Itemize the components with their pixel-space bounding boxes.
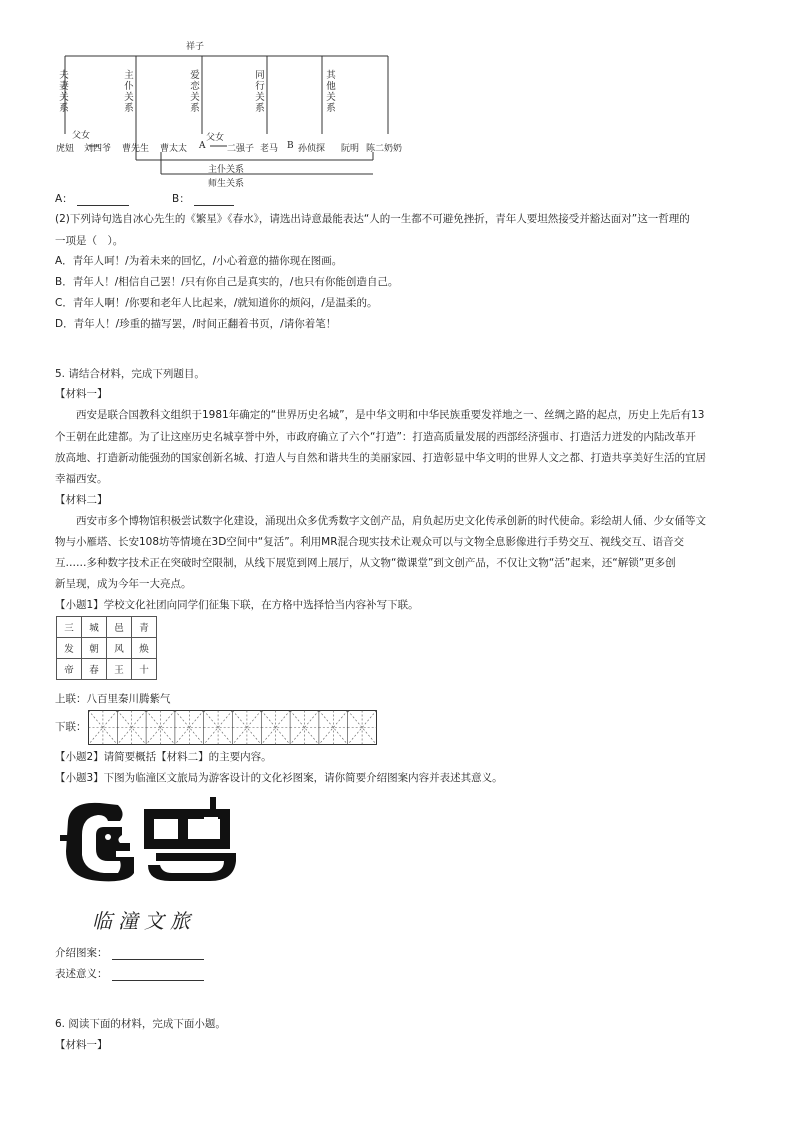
lower-couplet-label: 下联： [55,721,87,733]
grid-char[interactable]: 三 [57,617,82,638]
diagram-root: 祥子 [186,42,205,52]
grid-char[interactable]: 焕 [132,638,157,659]
q2-option-d[interactable]: D．青年人！/珍重的描写罢，/时间正翻着书页，/请你着笔！ [55,318,337,330]
q5-material1-line: 西安是联合国教科文组织于1981年确定的“世界历史名城”，是中华文明和中华民族重要发祥地之一、丝绸之路的起点，历史上先后有13 [76,409,705,421]
grid-char[interactable]: 发 [57,638,82,659]
q2-stem-cont: 一项是（ ）。 [55,235,124,247]
answer-b-label: B： [172,193,190,205]
person-name: 曹先生 [122,144,150,154]
grid-char[interactable]: 帝 [57,659,82,680]
person-name: 孙侦探 [298,144,326,154]
q2-option-b[interactable]: B．青年人！/相信自己罢！/只有你自己是真实的，/也只有你能创造自己。 [55,276,399,288]
q5-material1-line: 个王朝在此建都。为了让这座历史名城享誉中外，市政府确立了六个“打造”：打造高质量发展的西部经济强市、打造活力迸发的内陆改革开 [55,431,696,443]
grid-char[interactable]: 风 [107,638,132,659]
answer-a-blank[interactable] [77,194,129,206]
q6-title: 6. 阅读下面的材料，完成下面小题。 [55,1018,226,1030]
branch-label: 爱恋关系 [190,70,200,114]
person-name: 二强子 [227,144,255,154]
person-name: 陈二奶奶 [366,144,403,154]
q5-subquestion-3: 【小题3】下图为临潼区文旅局为游客设计的文化衫图案，请你简要介绍图案内容并表述其意义。 [55,772,503,784]
grid-char[interactable]: 青 [132,617,157,638]
q5-material2-line: 西安市多个博物馆积极尝试数字化建设，涌现出众多优秀数字文创产品，肩负起历史文化传承创新的时代使命。彩绘胡人俑、少女俑等文 [76,515,706,527]
q5-material2-line: 新呈现，成为今年一大亮点。 [55,578,192,590]
meaning-label: 表述意义： [55,968,108,980]
person-name: B [287,141,294,151]
intro-blank[interactable] [112,948,204,960]
logo-caption: 临潼文旅 [92,909,196,933]
lower-couplet-boxes[interactable] [88,710,378,746]
grid-char[interactable]: 邑 [107,617,132,638]
grid-char[interactable]: 十 [132,659,157,680]
answer-b-row [172,192,234,206]
branch-label: 主仆关系 [124,70,134,114]
q2-stem: (2)下列诗句选自冰心先生的《繁星》《春水》，请选出诗意最能表达“人的一生都不可避免挫折，青年人要坦然接受并豁达面对”这一哲理的 [55,213,690,225]
relation-teacher-student: 师生关系 [208,179,245,189]
relation-master-servant: 主仆关系 [208,165,245,175]
q5-material2-line: 物与小雁塔、长安108坊等情境在3D空间中“复活”。利用MR混合现实技术让观众可以与文物全息影像进行手势交互、视线交互、语音交 [55,536,685,548]
answer-a-label: A： [55,193,73,205]
q5-material1-label: 【材料一】 [55,388,108,400]
q5-subquestion-2: 【小题2】请简要概括【材料二】的主要内容。 [55,751,272,763]
person-name: A [199,141,206,151]
branch-label: 其他关系 [326,70,336,114]
grid-char[interactable]: 王 [107,659,132,680]
branch-label: 同行关系 [255,70,265,114]
relation-father-daughter: 父女 [206,133,225,143]
q5-material2-label: 【材料二】 [55,494,108,506]
q5-material1-line: 幸福西安。 [55,473,108,485]
q2-option-c[interactable]: C．青年人啊！/你要和老年人比起来，/就知道你的烦闷，/是温柔的。 [55,297,378,309]
meaning-blank[interactable] [112,969,204,981]
q5-material2-line: 互……多种数字技术正在突破时空限制，从线下展览到网上展厅，从文物“微课堂”到文创产品，不仅让文物“活”起来，还“解锁”更多创 [55,557,676,569]
person-name: 曹太太 [160,144,188,154]
q5-material1-line: 放高地、打造新动能强劲的国家创新名城、打造人与自然和谐共生的美丽家园、打造彰显中华文明的世界人文之都、打造共享美好生活的宜居 [55,452,706,464]
character-grid [56,616,157,680]
q2-option-a[interactable]: A．青年人呵！/为着未来的回忆，/小心着意的描你现在图画。 [55,255,343,267]
grid-char[interactable]: 城 [82,617,107,638]
person-name: 虎妞 [56,144,75,154]
person-name: 刘四爷 [84,144,112,154]
answer-a-row [55,192,129,206]
person-name: 老马 [260,144,279,154]
meaning-row [55,967,204,981]
grid-char[interactable]: 朝 [82,638,107,659]
q5-title: 5. 请结合材料，完成下列题目。 [55,368,205,380]
upper-couplet: 上联：八百里秦川腾紫气 [55,693,171,705]
lintong-culture-logo [60,795,250,885]
intro-label: 介绍图案： [55,947,108,959]
q6-material1-label: 【材料一】 [55,1039,108,1051]
grid-char[interactable]: 春 [82,659,107,680]
intro-row [55,946,204,960]
branch-label: 夫妻关系 [59,70,69,114]
q5-subquestion-1: 【小题1】学校文化社团向同学们征集下联，在方格中选择恰当内容补写下联。 [55,599,419,611]
relation-father-daughter: 父女 [72,131,91,141]
answer-b-blank[interactable] [194,194,234,206]
person-name: 阮明 [341,144,360,154]
